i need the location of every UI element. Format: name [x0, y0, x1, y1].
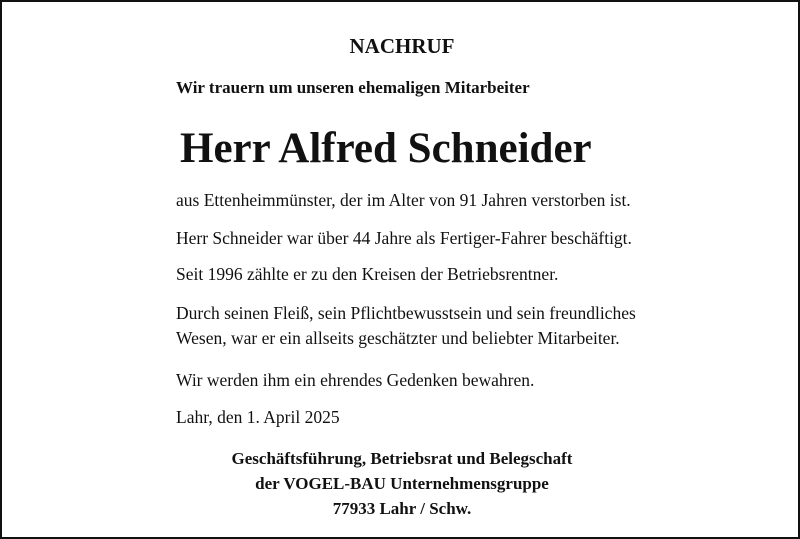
character-paragraph-line-2: Wesen, war er ein allseits geschätzter und beliebter Mitarbeiter. — [176, 328, 620, 348]
remembrance-paragraph: Wir werden ihm ein ehrendes Gedenken bewahren. — [176, 370, 535, 390]
character-paragraph-line-1: Durch seinen Fleiß, sein Pflichtbewusstsein und sein freundliches — [176, 303, 636, 323]
signature-line-1: Geschäftsführung, Betriebsrat und Belegschaft — [231, 449, 573, 468]
notice-subheading: Wir trauern um unseren ehemaligen Mitarbeiter — [176, 78, 530, 97]
origin-paragraph: aus Ettenheimmünster, der im Alter von 91 Jahren verstorben ist. — [176, 190, 631, 210]
signature-line-3: 77933 Lahr / Schw. — [332, 499, 472, 518]
place-date: Lahr, den 1. April 2025 — [176, 407, 340, 427]
signature-line-2: der VOGEL-BAU Unternehmensgruppe — [255, 474, 549, 493]
retirement-paragraph: Seit 1996 zählte er zu den Kreisen der Betriebsrentner. — [176, 264, 559, 284]
employment-paragraph: Herr Schneider war über 44 Jahre als Fertiger-Fahrer beschäftigt. — [176, 228, 632, 248]
deceased-name: Herr Alfred Schneider — [180, 125, 592, 172]
notice-heading: NACHRUF — [349, 34, 455, 58]
